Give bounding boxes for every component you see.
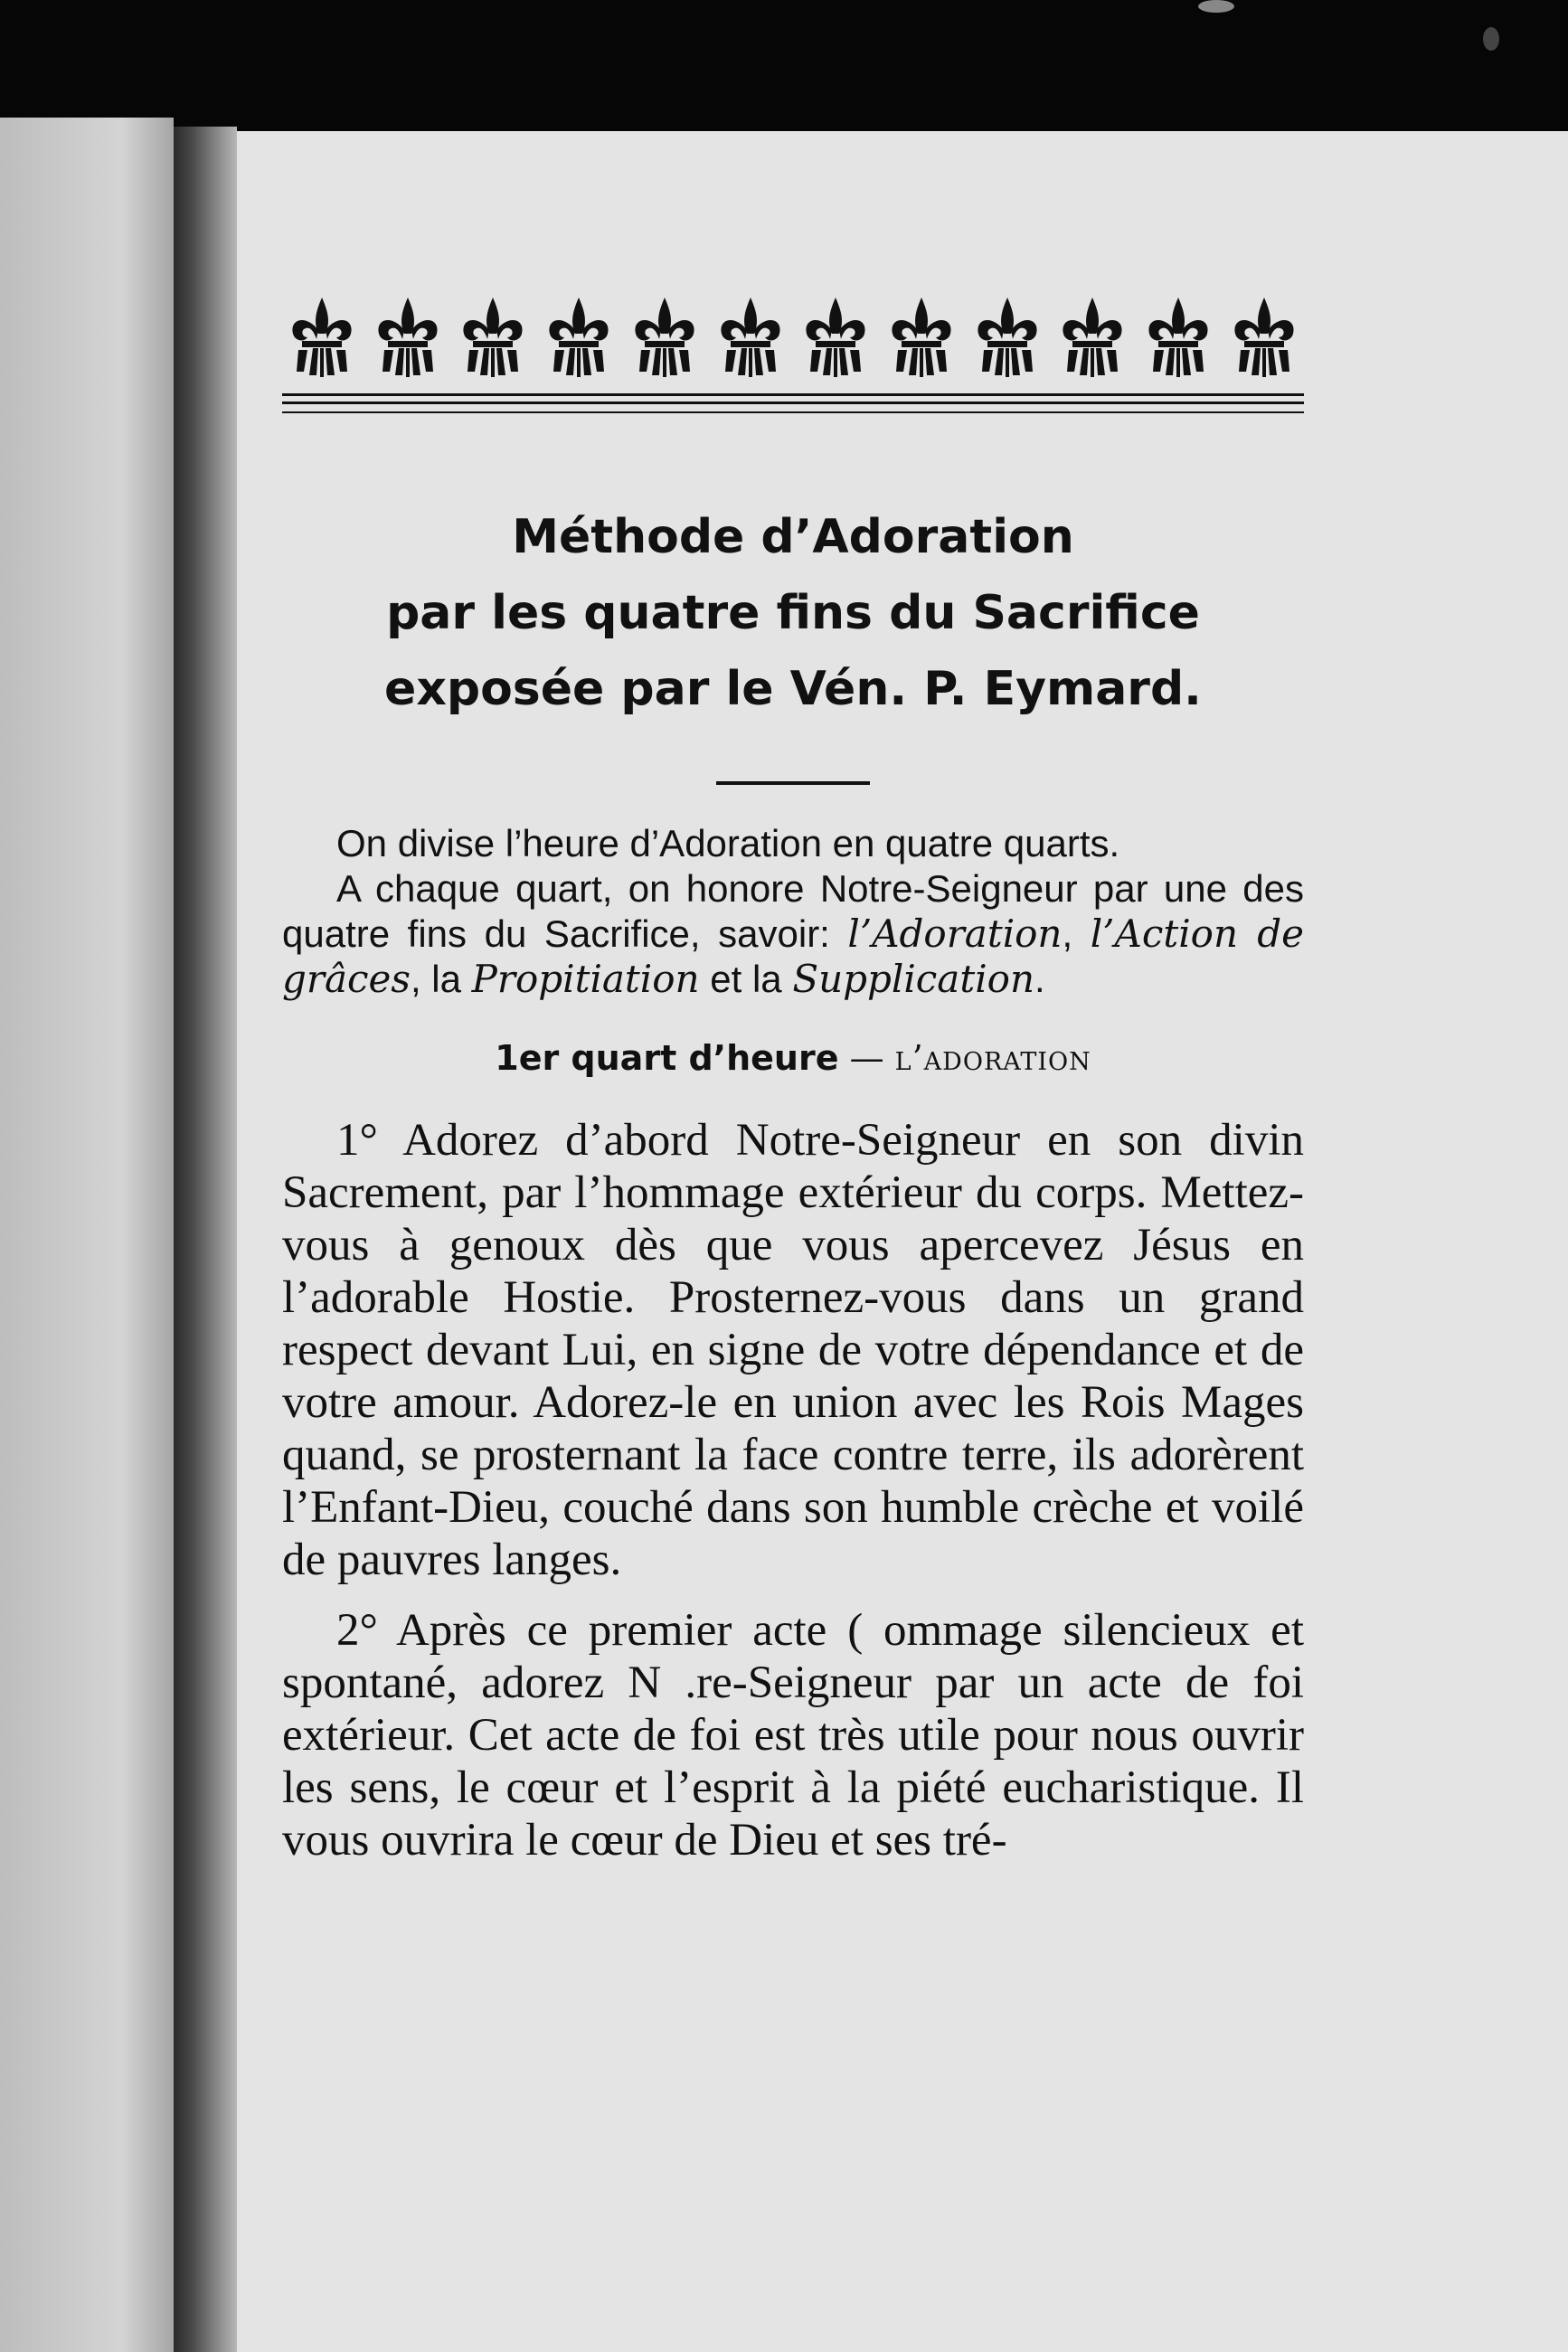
title-line-1: Méthode d’Adoration — [512, 510, 1074, 564]
intro-paragraph-1: On divise l’heure d’Adoration en quatre quarts. — [336, 822, 1120, 864]
facing-page-edge — [0, 118, 174, 2352]
section-dash: — — [838, 1038, 895, 1078]
title-line-3: exposée par le Vén. P. Eymard. — [384, 662, 1202, 716]
intro-text-b: , — [1062, 912, 1091, 955]
fleur-de-lis-border — [282, 294, 1304, 384]
paragraph-1: 1° Adorez d’abord Notre-Seigneur en son divin Sacrement, par l’hommage extérieur du corps. Mettez-vous à genoux dès que vous apercevez Jésus en l’adorable Hostie. Prosternez-vous dans un grand respect devant Lui, en signe de votre dépendance et de votre amour. Adorez-le en union avec les Rois Mages quand, se prosternant la face contre terre, ils adorèrent l’Enfant-Dieu, couché dans son humble crèche et voilé de pauvres langes. — [282, 1115, 1304, 1585]
fleur-de-lis-icon — [1142, 294, 1214, 384]
ornament-rule — [282, 393, 1304, 396]
fleur-de-lis-icon — [286, 294, 358, 384]
fleur-de-lis-icon — [885, 294, 958, 384]
intro-text — [282, 821, 1304, 1002]
intro-supplication: Supplication — [792, 957, 1034, 1001]
intro-action-de-graces: l’Action de grâces — [282, 912, 1305, 1001]
book-page — [237, 131, 1568, 2352]
intro-text-d: et la — [699, 958, 793, 1000]
fleur-de-lis-icon — [1228, 294, 1300, 384]
intro-text-c: , la — [410, 958, 472, 1000]
title-line-2: par les quatre fins du Sacrifice — [386, 586, 1200, 640]
section-name: l’adoration — [894, 1038, 1091, 1078]
body-text — [282, 1114, 1304, 1866]
fleur-de-lis-icon — [799, 294, 872, 384]
intro-text-e: . — [1034, 958, 1045, 1000]
fleur-de-lis-icon — [971, 294, 1044, 384]
fleur-de-lis-icon — [1056, 294, 1129, 384]
ornament-double-rule — [282, 401, 1304, 413]
fleur-de-lis-icon — [543, 294, 615, 384]
fleur-de-lis-icon — [714, 294, 787, 384]
section-heading — [282, 1038, 1304, 1078]
fleur-de-lis-icon — [372, 294, 444, 384]
intro-adoration: l’Adoration — [847, 912, 1063, 956]
section-label: 1er quart d’heure — [495, 1038, 839, 1078]
title-separator — [716, 781, 870, 785]
page-title — [282, 499, 1304, 727]
intro-text-a: A chaque quart, on honore Notre-Seigneur par une des quatre fins du Sacrifice, savoir: — [282, 867, 1304, 955]
fleur-de-lis-icon — [628, 294, 701, 384]
scan-speck — [1483, 27, 1499, 51]
page-content — [282, 294, 1304, 1884]
intro-paragraph-2 — [282, 866, 1304, 1002]
paragraph-2: 2° Après ce premier acte ( ommage silencieux et spontané, adorez N .re-Seigneur par un acte de foi extérieur. Cet acte de foi est très utile pour nous ouvrir les sens, le cœur et l’esprit à la piété eucharistique. Il vous ouvrira le cœur de Dieu et ses tré- — [282, 1605, 1304, 1866]
book-gutter — [174, 127, 237, 2352]
scan-speck — [1198, 0, 1234, 13]
intro-propitiation: Propitiation — [471, 957, 700, 1001]
fleur-de-lis-icon — [457, 294, 529, 384]
